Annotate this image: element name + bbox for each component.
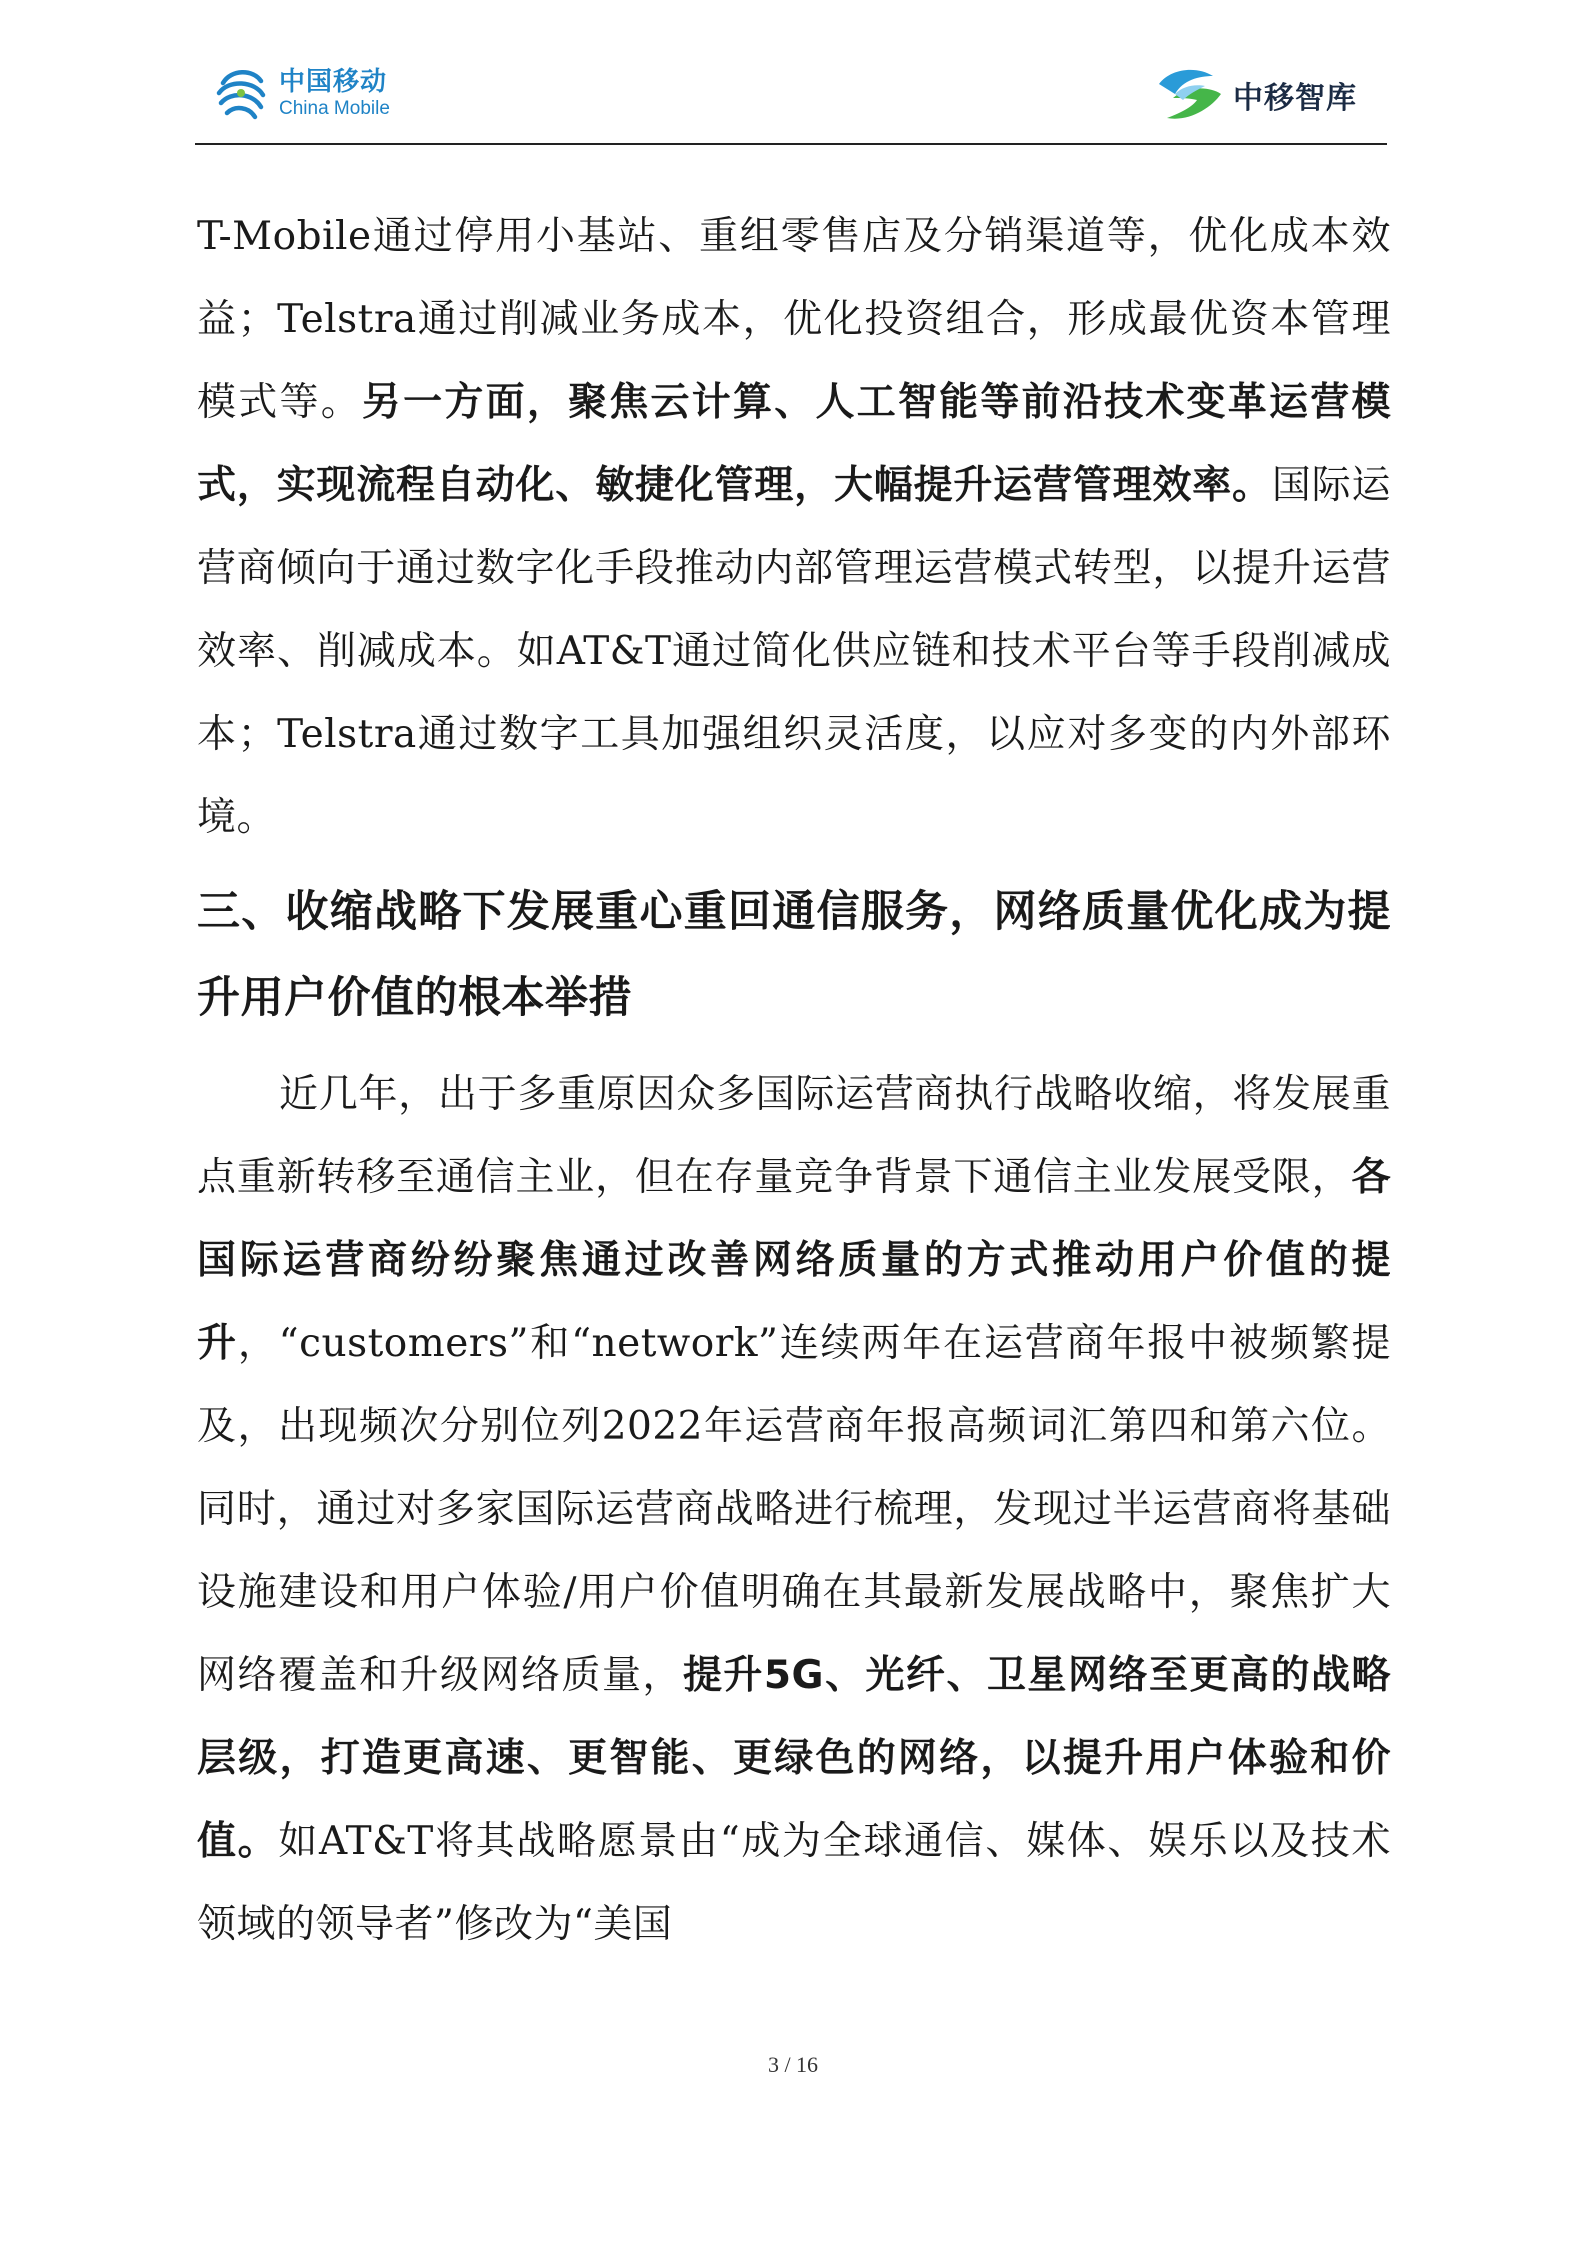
paragraph-2-text-a: 近几年，出于多重原因众多国际运营商执行战略收缩，将发展重点重新转移至通信主业，但在存量竞争背景下通信主业发展受限，	[197, 1072, 1391, 1200]
paragraph-1-bold: 另一方面，聚焦云计算、人工智能等前沿技术变革运营模式，实现流程自动化、敏捷化管理，大幅提升运营管理效率。	[197, 380, 1391, 508]
paragraph-2-bold-b: 提升5G、光纤、卫星网络至更高的战略层级，打造更高速、更智能、更绿色的网络，以提升用户体验和价值。	[197, 1653, 1391, 1864]
paragraph-2-text-c: 如AT&T将其战略愿景由“成为全球通信、媒体、娱乐以及技术领域的领导者”修改为“美国	[197, 1819, 1391, 1947]
page-header	[195, 52, 1387, 144]
china-mobile-name-en: China Mobile	[279, 97, 390, 119]
zhongyi-think-tank-logo-icon	[1153, 64, 1227, 126]
zhongyi-think-tank-logo	[1153, 60, 1357, 130]
paragraph-2-text-b: ，“customers”和“network”连续两年在运营商年报中被频繁提及，出现频次分别位列2022年运营商年报高频词汇第四和第六位。同时，通过对多家国际运营商战略进行梳理，发现过半运营商将基础设施建设和用户体验/用户价值明确在其最新发展战略中，聚焦扩大网络覆盖和升级网络质量，	[197, 1321, 1391, 1698]
zhongyi-think-tank-name: 中移智库	[1233, 81, 1357, 116]
page-number: 3 / 16	[767, 2052, 819, 2077]
paragraph-1	[197, 195, 1391, 859]
china-mobile-logo-icon	[209, 61, 273, 125]
document-body	[197, 195, 1391, 1966]
paragraph-2-bold-a: 各国际运营商纷纷聚焦通过改善网络质量的方式推动用户价值的提升	[197, 1155, 1391, 1366]
section-heading: 三、收缩战略下发展重心重回通信服务，网络质量优化成为提升用户价值的根本举措	[197, 887, 1391, 1023]
paragraph-2	[197, 1053, 1391, 1966]
china-mobile-logo	[209, 58, 390, 128]
paragraph-1-text-a: T-Mobile通过停用小基站、重组零售店及分销渠道等，优化成本效益；Telstra通过削减业务成本，优化投资组合，形成最优资本管理模式等。	[197, 214, 1391, 425]
china-mobile-name-cn: 中国移动	[279, 66, 388, 97]
header-divider	[195, 143, 1387, 145]
paragraph-1-text-b: 国际运营商倾向于通过数字化手段推动内部管理运营模式转型，以提升运营效率、削减成本。如AT&T通过简化供应链和技术平台等手段削减成本；Telstra通过数字工具加强组织灵活度，以应对多变的内外部环境。	[197, 463, 1391, 840]
